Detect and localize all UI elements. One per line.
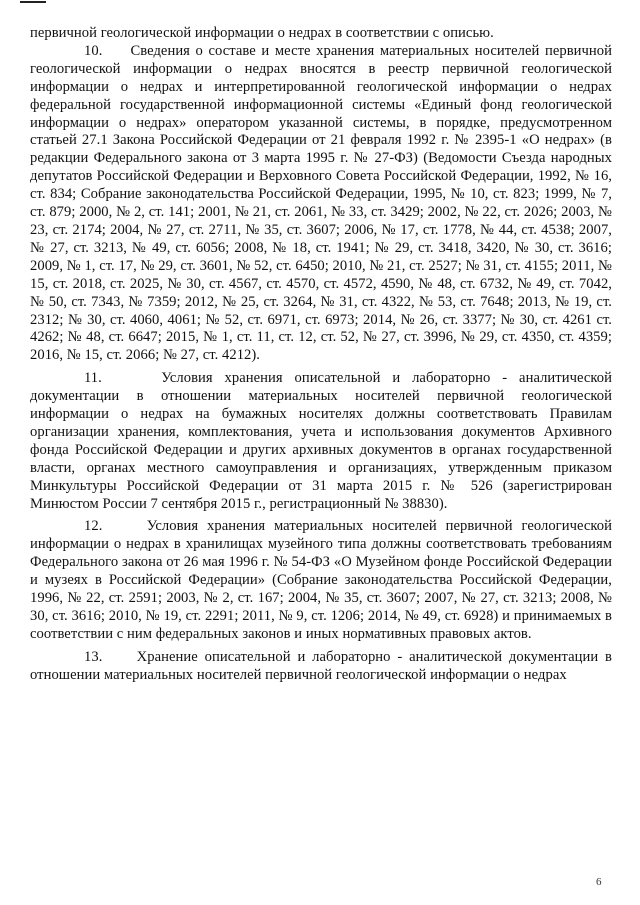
paragraph-11: 11. Условия хранения описательной и лабораторно - аналитической документации в отношении материальных носителей первичной геологической информации о недрах на бумажных носителях должны соответствовать Правилам организации хранения, комплектования, учета и использования документов Архивного фонда Российской Федерации и других архивных документов в органах государственной власти, органах местного самоуправления и организациях, утвержденным приказом Минкультуры Российской Федерации от 31 марта 2015 г. № 526 (зарегистрирован Минюстом России 7 сентября 2015 г., регистрационный № 38830). bbox=[30, 370, 612, 512]
paragraph-12: 12. Условия хранения материальных носителей первичной геологической информации о недрах в хранилищах музейного типа должны соответствовать требованиям Федерального закона от 26 мая 1996 г. № 54-ФЗ «О Музейном фонде Российской Федерации и музеях в Российской Федерации» (Собрание законодательства Российской Федерации, 1996, № 22, ст. 2591; 2003, № 2, ст. 167; 2004, № 35, ст. 3607; 2007, № 27, ст. 3213; 2008, № 30, ст. 3616; 2010, № 19, ст. 2291; 2011, № 9, ст. 1206; 2014, № 49, ст. 6928) и принимаемых в соответствии с ним федеральных законов и иных нормативных правовых актов. bbox=[30, 518, 612, 642]
paragraph-10: 10. Сведения о составе и месте хранения материальных носителей первичной геологической информации о недрах вносятся в реестр первичной геологической информации о недрах и интерпретированной геологической информации о недрах федеральной государственной информационной системы «Единый фонд геологической информации о недрах» оператором указанной системы, в порядке, предусмотренном статьей 27.1 Закона Российской Федерации от 21 февраля 1992 г. № 2395-1 «О недрах» (в редакции Федерального закона от 3 марта 1995 г. № 27-ФЗ) (Ведомости Съезда народных депутатов Российской Федерации и Верховного Совета Российской Федерации, 1992, № 16, ст. 834; Собрание законодательства Российской Федерации, 1995, № 10, ст. 823; 1999, № 7, ст. 879; 2000, № 2, ст. 141; 2001, № 21, ст. 2061, № 33, ст. 3429; 2002, № 22, ст. 2026; 2003, № 23, ст. 2174; 2004, № 27, ст. 2711, № 35, ст. 3607; 2006, № 17, ст. 1778, № 44, ст. 4538; 2007, № 27, ст. 3213, № 49, ст. 6056; 2008, № 18, ст. 1941; № 29, ст. 3418, 3420, № 30, ст. 3616; 2009, № 1, ст. 17, № 29, ст. 3601, № 52, ст. 6450; 2010, № 21, ст. 2527; № 31, ст. 4155; 2011, № 15, ст. 2018, ст. 2025, № 30, ст. 4567, ст. 4570, ст. 4572, 4590, № 48, ст. 6732, № 49, ст. 7042, № 50, ст. 7343, № 7359; 2012, № 25, ст. 3264, № 31, ст. 4322, № 53, ст. 7648; 2013, № 19, ст. 2312; № 30, ст. 4060, 4061; № 52, ст. 6971, ст. 6973; 2014, № 26, ст. 3377; № 30, ст. 4261 ст. 4262; № 48, ст. 6647; 2015, № 1, ст. 11, ст. 12, ст. 52, № 27, ст. 3996, № 29, ст. 4350, ст. 4359; 2016, № 15, ст. 2066; № 27, ст. 4212). bbox=[30, 42, 612, 364]
paragraph-continuation: первичной геологической информации о недрах в соответствии с описью. bbox=[30, 25, 494, 41]
paragraph-13: 13. Хранение описательной и лабораторно - аналитической документации в отношении материальных носителей первичной геологической информации о недрах bbox=[30, 648, 612, 683]
page-number: 6 bbox=[596, 876, 602, 888]
document-body bbox=[30, 25, 612, 685]
scan-edge-mark bbox=[20, 1, 46, 3]
